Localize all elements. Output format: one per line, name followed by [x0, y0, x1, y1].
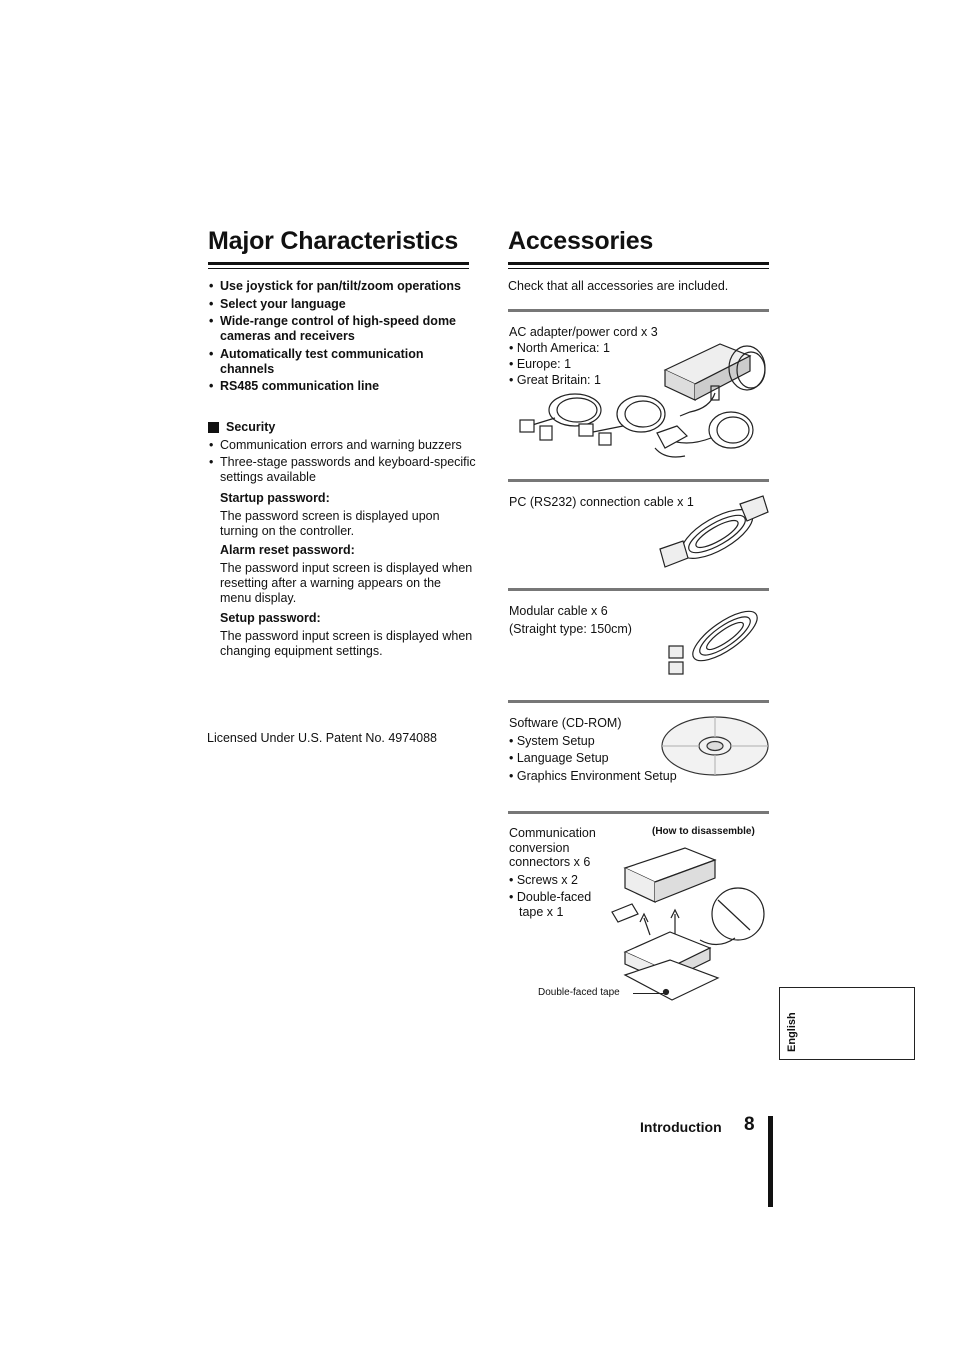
- comm-title-line: connectors x 6: [509, 855, 591, 869]
- page-number: 8: [744, 1114, 755, 1135]
- security-item: • Three-stage passwords and keyboard-specific settings available: [207, 455, 477, 485]
- section-divider: [508, 700, 769, 703]
- feature-item: • Select your language: [207, 297, 477, 312]
- software-text: [509, 715, 677, 785]
- language-tab: [779, 987, 915, 1060]
- how-to-disassemble-label: (How to disassemble): [652, 826, 755, 837]
- cd-rom-icon: [660, 716, 770, 778]
- double-faced-tape-label: Double-faced tape: [538, 987, 620, 998]
- footer-section: Introduction: [640, 1119, 722, 1135]
- security-item: • Communication errors and warning buzzers: [207, 438, 477, 453]
- password-text: The password input screen is displayed when changing equipment settings.: [220, 629, 473, 658]
- security-list: [207, 438, 477, 487]
- major-characteristics-title: Major Characteristics: [208, 227, 459, 255]
- software-title: Software (CD-ROM): [509, 716, 622, 730]
- software-item: • Graphics Environment Setup: [509, 768, 677, 783]
- ac-item: • Great Britain: 1: [509, 373, 601, 387]
- pc-cable-title: PC (RS232) connection cable x 1: [509, 495, 694, 509]
- comm-item: • Screws x 2: [509, 872, 578, 887]
- square-bullet-icon: [208, 422, 219, 433]
- page-edge-bar: [768, 1116, 773, 1207]
- modular-cable-illustration: [665, 604, 770, 684]
- feature-item: • Wide-range control of high-speed dome cameras and receivers: [207, 314, 477, 344]
- modular-cable-sub: (Straight type: 150cm): [509, 622, 632, 636]
- password-text: The password input screen is displayed when resetting after a warning appears on the menu display.: [220, 561, 473, 605]
- feature-item: • Use joystick for pan/tilt/zoom operations: [207, 279, 477, 294]
- title-rule: [208, 262, 469, 265]
- comm-item: • Double-faced: [509, 890, 592, 904]
- section-divider: [508, 811, 769, 814]
- password-startup: [220, 491, 475, 539]
- security-heading-label: Security: [226, 420, 276, 434]
- section-divider: [508, 479, 769, 482]
- comm-title-line: Communication: [509, 826, 596, 840]
- tape-leader-line: [633, 993, 666, 994]
- language-tab-label: English: [786, 1012, 798, 1052]
- ac-item: • Europe: 1: [509, 357, 572, 371]
- software-item: • Language Setup: [509, 751, 609, 765]
- section-divider: [508, 309, 769, 312]
- password-title: Setup password:: [220, 611, 321, 625]
- accessories-title: Accessories: [508, 227, 654, 255]
- ac-adapter-title: AC adapter/power cord x 3: [509, 325, 658, 339]
- password-setup: [220, 611, 475, 659]
- software-item: • System Setup: [509, 733, 595, 748]
- comm-title-line: conversion: [509, 840, 570, 855]
- title-rule: [508, 262, 769, 265]
- features-list: [207, 279, 477, 397]
- password-text: The password screen is displayed upon turning on the controller.: [220, 509, 440, 538]
- accessories-intro: Check that all accessories are included.: [508, 279, 729, 293]
- connector-disassembly-illustration: [600, 840, 768, 1010]
- comm-connector-text: [509, 826, 596, 919]
- password-title: Alarm reset password:: [220, 543, 355, 557]
- comm-item: tape x 1: [519, 904, 564, 919]
- ac-item: • North America: 1: [509, 341, 610, 355]
- feature-item: • Automatically test communication channels: [207, 347, 477, 377]
- password-alarm: [220, 543, 475, 606]
- password-title: Startup password:: [220, 491, 330, 505]
- ac-adapter-illustration: [515, 338, 770, 468]
- security-heading: [208, 420, 275, 434]
- patent-notice: Licensed Under U.S. Patent No. 4974088: [207, 731, 438, 745]
- section-divider: [508, 588, 769, 591]
- title-rule-thin: [508, 268, 769, 269]
- modular-cable-text: [509, 603, 632, 637]
- title-rule-thin: [208, 268, 469, 269]
- feature-item: • RS485 communication line: [207, 379, 477, 394]
- modular-cable-title: Modular cable x 6: [509, 604, 608, 618]
- pc-cable-illustration: [655, 494, 770, 574]
